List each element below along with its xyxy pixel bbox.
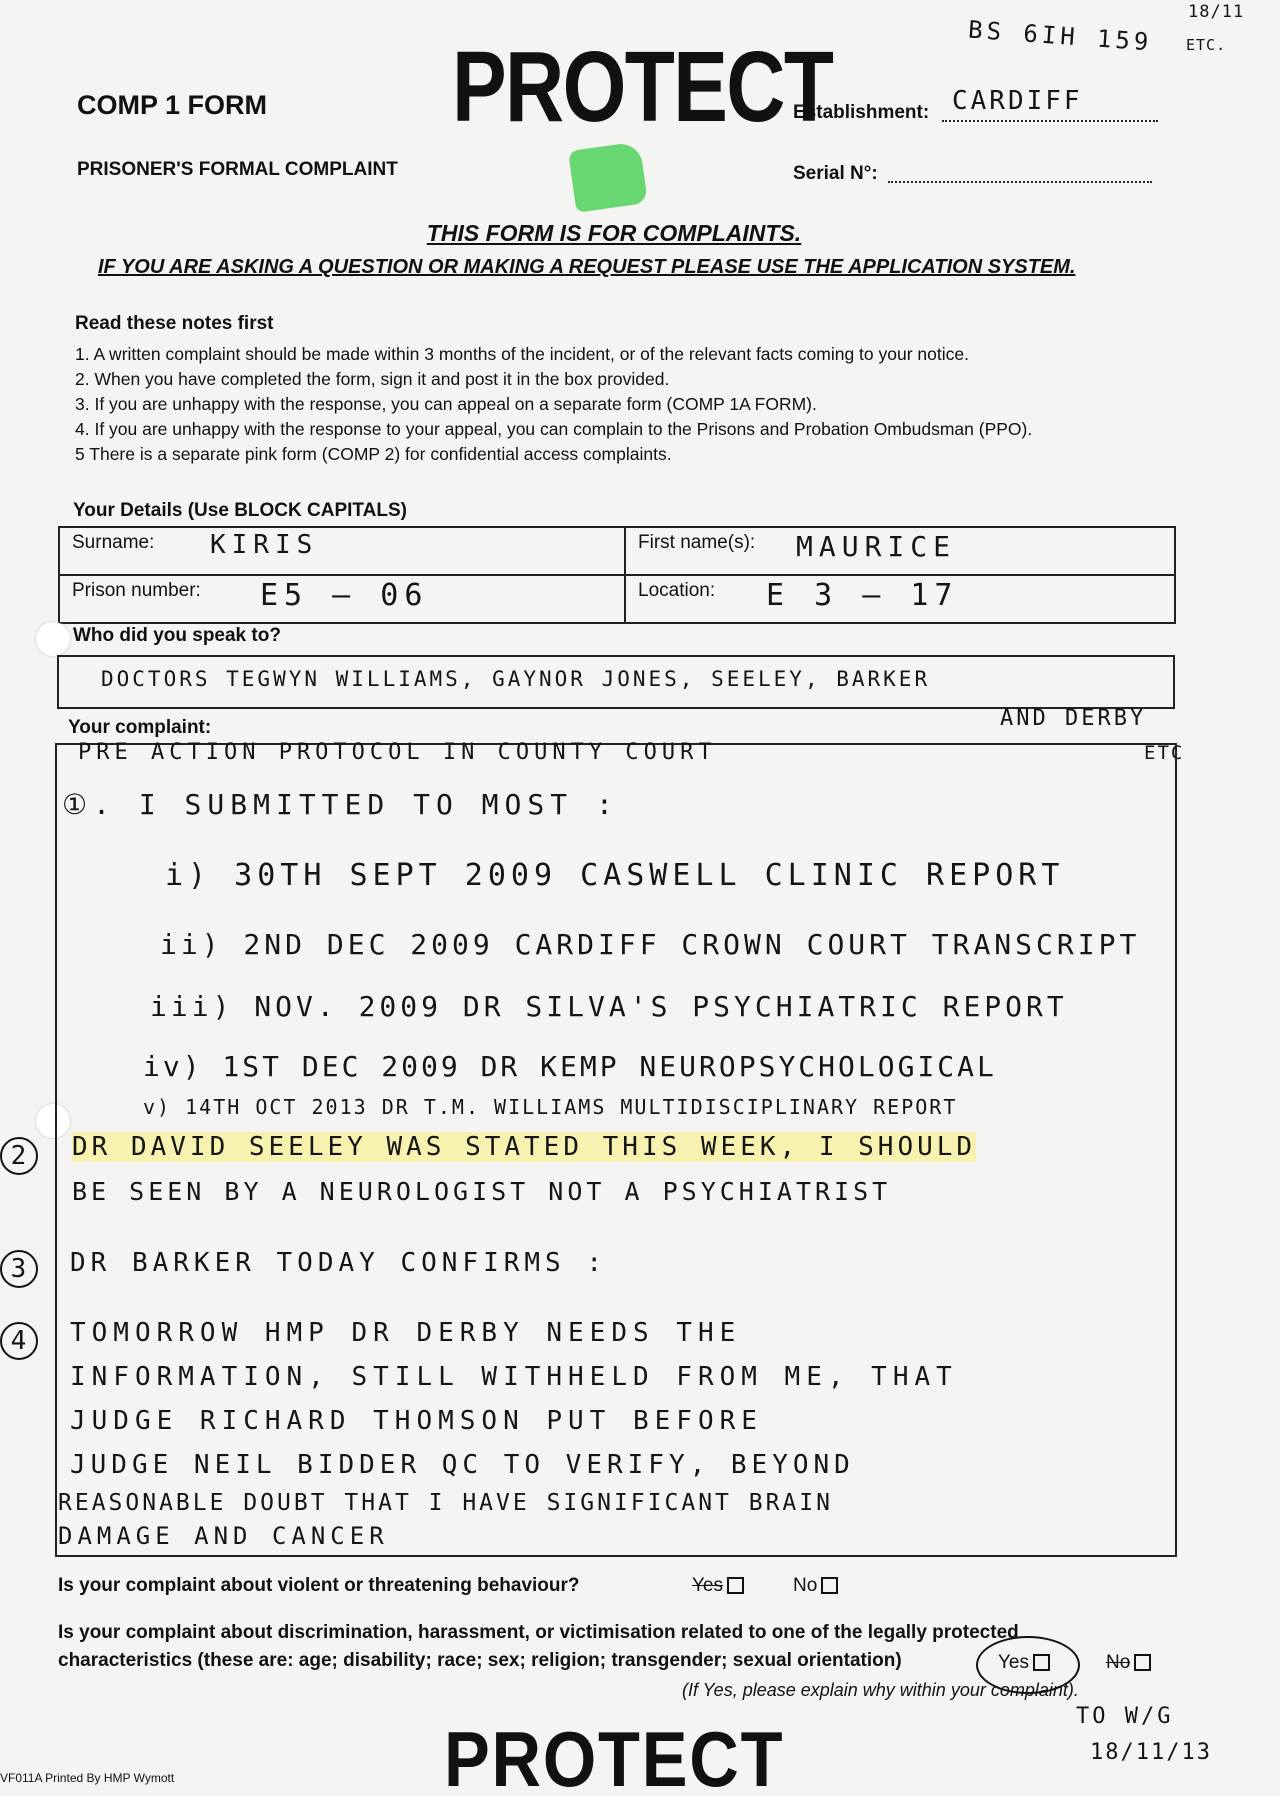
top-note-ref: BS 6IH 159: [967, 15, 1154, 57]
prison-number-cell[interactable]: [59, 575, 625, 623]
note-item: 4. If you are unhappy with the response to your appeal, you can complain to the Prisons and Probation Ombudsman (PPO).: [75, 419, 1033, 439]
complaint-line: PRE ACTION PROTOCOL IN COUNTY COURT: [78, 740, 717, 765]
surname-label: Surname:: [72, 532, 155, 553]
complaint-line: DR DAVID SEELEY WAS STATED THIS WEEK, I SHOULD: [72, 1132, 977, 1162]
protect-footer: PROTECT: [444, 1715, 785, 1796]
notes-heading: Read these notes first: [75, 313, 274, 334]
question-discrimination-1: Is your complaint about discrimination, harassment, or victimisation related to one of the legally protected: [58, 1622, 1019, 1643]
violent-no-option[interactable]: [793, 1575, 838, 1597]
surname-cell[interactable]: [59, 527, 625, 575]
spoke-to-label: Who did you speak to?: [73, 625, 281, 646]
complaint-line: TOMORROW HMP DR DERBY NEEDS THE: [70, 1318, 742, 1348]
protect-header: PROTECT: [452, 31, 833, 143]
top-note-date: 18/11: [1188, 2, 1245, 22]
note-item: 5 There is a separate pink form (COMP 2) for confidential access complaints.: [75, 444, 672, 464]
complaint-line: ①. I SUBMITTED TO MOST :: [62, 788, 619, 821]
complaint-line: DR BARKER TODAY CONFIRMS :: [70, 1248, 607, 1278]
serial-label: Serial N°:: [793, 163, 878, 184]
note-item: 3. If you are unhappy with the response, you can appeal on a separate form (COMP 1A FORM).: [75, 394, 817, 414]
discrimination-yes-label: Yes: [998, 1652, 1029, 1673]
complaint-label: Your complaint:: [68, 717, 212, 738]
complaint-line: JUDGE NEIL BIDDER QC TO VERIFY, BEYOND: [70, 1450, 855, 1480]
violent-no-checkbox[interactable]: [821, 1577, 838, 1594]
violent-yes-label: Yes: [692, 1575, 723, 1596]
discrimination-no-option[interactable]: [1106, 1652, 1151, 1674]
complaint-line: JUDGE RICHARD THOMSON PUT BEFORE: [70, 1406, 763, 1436]
marker-4: 4: [0, 1322, 38, 1360]
question-violent: Is your complaint about violent or threatening behaviour?: [58, 1575, 580, 1596]
complaint-line: REASONABLE DOUBT THAT I HAVE SIGNIFICANT BRAIN: [58, 1490, 833, 1516]
notes-list: [75, 342, 1032, 467]
top-note-etc: ETC.: [1186, 36, 1227, 54]
first-name-value: MAURICE: [796, 530, 957, 563]
spoke-to-value: DOCTORS TEGWYN WILLIAMS, GAYNOR JONES, SEELEY, BARKER: [101, 667, 931, 691]
surname-value: KIRIS: [210, 530, 319, 560]
complaint-line: iv) 1ST DEC 2009 DR KEMP NEUROPSYCHOLOGICAL: [143, 1050, 997, 1083]
violent-no-label: No: [793, 1575, 818, 1596]
discrimination-no-label: No: [1106, 1652, 1131, 1673]
banner-line1: THIS FORM IS FOR COMPLAINTS.: [426, 220, 802, 246]
footer-note-to: TO W/G: [1076, 1704, 1174, 1729]
complaint-line: iii) NOV. 2009 DR SILVA'S PSYCHIATRIC REPORT: [150, 990, 1068, 1023]
complaint-line: DAMAGE AND CANCER: [58, 1522, 389, 1550]
complaint-line: BE SEEN BY A NEUROLOGIST NOT A PSYCHIATRIST: [72, 1177, 892, 1206]
footer-note-date: 18/11/13: [1090, 1740, 1212, 1765]
spoke-to-box[interactable]: [57, 655, 1175, 709]
first-name-label: First name(s):: [638, 532, 756, 553]
location-label: Location:: [638, 580, 716, 601]
marker-2: 2: [0, 1137, 38, 1175]
details-heading: Your Details (Use BLOCK CAPITALS): [73, 500, 407, 521]
complaint-line: INFORMATION, STILL WITHHELD FROM ME, THAT: [70, 1362, 958, 1392]
printed-by: VF011A Printed By HMP Wymott: [0, 1771, 175, 1785]
discrimination-yes-option[interactable]: [998, 1652, 1050, 1674]
protect-footer-clip: [0, 1710, 1280, 1796]
prison-number-value: E5 – 06: [260, 578, 429, 613]
banner-line2: IF YOU ARE ASKING A QUESTION OR MAKING A REQUEST PLEASE USE THE APPLICATION SYSTEM.: [98, 256, 1076, 278]
form-code: COMP 1 FORM: [77, 90, 268, 120]
green-marker-blot: [568, 141, 648, 212]
establishment-field: [942, 86, 1158, 122]
discrimination-yes-checkbox[interactable]: [1033, 1654, 1050, 1671]
form-subtitle: PRISONER'S FORMAL COMPLAINT: [77, 159, 398, 180]
violent-yes-checkbox[interactable]: [727, 1577, 744, 1594]
serial-field: [888, 163, 1152, 183]
complaint-line: v) 14TH OCT 2013 DR T.M. WILLIAMS MULTIDISCIPLINARY REPORT: [143, 1095, 958, 1119]
establishment-value: CARDIFF: [952, 86, 1083, 116]
note-item: 1. A written complaint should be made within 3 months of the incident, or of the relevant facts coming to your notice.: [75, 344, 969, 364]
establishment-label: Establishment:: [793, 102, 930, 123]
location-value: E 3 – 17: [766, 578, 959, 613]
explain-note: (If Yes, please explain why within your complaint).: [682, 1680, 1079, 1700]
details-table: [58, 526, 1176, 624]
prison-number-label: Prison number:: [72, 580, 201, 601]
marker-3: 3: [0, 1250, 38, 1288]
discrimination-no-checkbox[interactable]: [1134, 1654, 1151, 1671]
punch-hole-top: [36, 622, 70, 656]
spoke-to-etc: ETC: [1144, 742, 1185, 764]
complaint-line: ii) 2ND DEC 2009 CARDIFF CROWN COURT TRANSCRIPT: [160, 928, 1141, 961]
violent-yes-option[interactable]: [692, 1575, 744, 1597]
spoke-to-value-cont: AND DERBY: [1000, 706, 1147, 731]
complaint-line: i) 30TH SEPT 2009 CASWELL CLINIC REPORT: [165, 858, 1065, 893]
first-name-cell[interactable]: [625, 527, 1175, 575]
location-cell[interactable]: [625, 575, 1175, 623]
question-discrimination-2: characteristics (these are: age; disability; race; sex; religion; transgender; sexual orientation): [58, 1650, 902, 1671]
note-item: 2. When you have completed the form, sign it and post it in the box provided.: [75, 369, 670, 389]
